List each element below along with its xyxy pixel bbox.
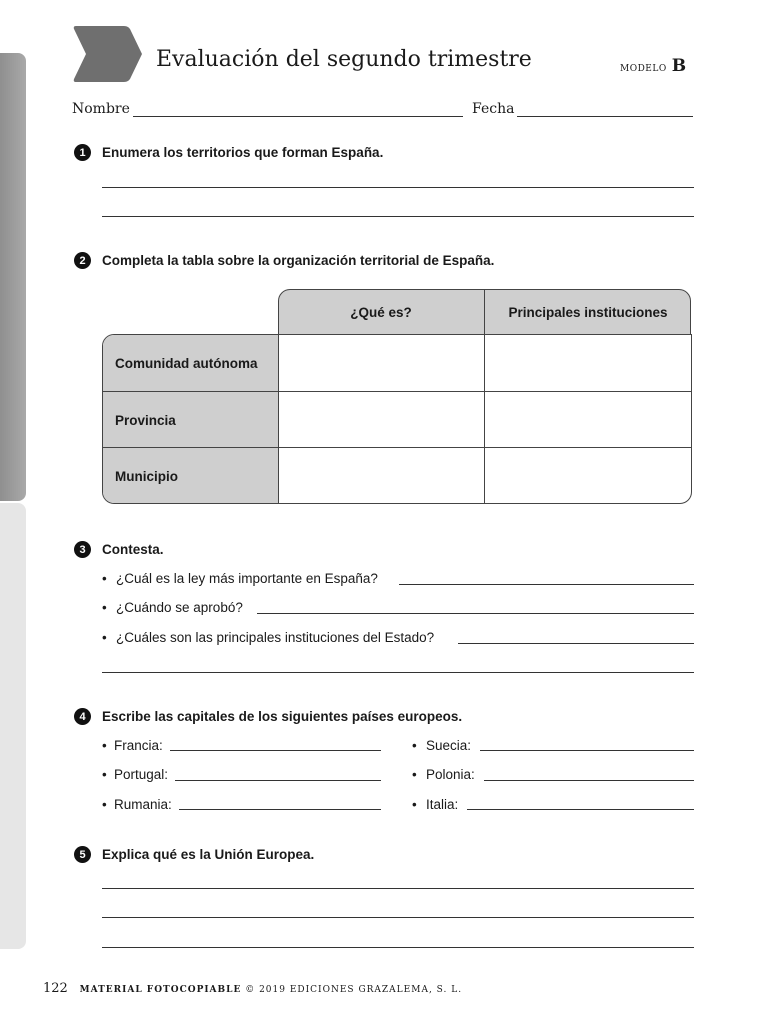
country-label: Francia: (114, 738, 163, 753)
answer-line[interactable] (179, 809, 381, 810)
fecha-field[interactable] (517, 116, 693, 117)
answer-line[interactable] (399, 584, 694, 585)
answer-line[interactable] (102, 947, 694, 948)
side-tab-bottom (0, 503, 26, 949)
answer-line[interactable] (480, 750, 694, 751)
bullet-icon: • (102, 767, 107, 782)
answer-line[interactable] (102, 216, 694, 217)
answer-line[interactable] (467, 809, 694, 810)
table-cell[interactable] (280, 448, 485, 503)
copyright-text: © 2019 EDICIONES GRAZALEMA, S. L. (245, 985, 463, 995)
list-item (102, 797, 172, 812)
list-item (102, 630, 434, 645)
question-5-text: Explica qué es la Unión Europea. (102, 847, 315, 862)
list-item (412, 767, 475, 782)
answer-line[interactable] (102, 888, 694, 889)
copyright-notice (80, 985, 462, 995)
nombre-field[interactable] (133, 116, 463, 117)
territory-table (102, 334, 692, 504)
list-item (102, 738, 163, 753)
answer-line[interactable] (102, 917, 694, 918)
answer-line[interactable] (170, 750, 381, 751)
table-column-divider (484, 289, 485, 503)
material-label: MATERIAL FOTOCOPIABLE (79, 985, 242, 995)
bullet-icon: • (102, 600, 107, 615)
question-2-text: Completa la tabla sobre la organización territorial de España. (102, 253, 495, 268)
answer-line[interactable] (458, 643, 694, 644)
answer-line[interactable] (257, 613, 694, 614)
bullet-icon: • (412, 797, 417, 812)
question-number-4: 4 (74, 708, 91, 725)
question-3-text: Contesta. (102, 542, 164, 557)
question-3-bullet: ¿Cuándo se aprobó? (116, 600, 243, 615)
bullet-icon: • (102, 797, 107, 812)
table-row-header: Comunidad autónoma (103, 335, 279, 392)
bullet-icon: • (412, 738, 417, 753)
table-column-header: Principales instituciones (508, 305, 668, 320)
answer-line[interactable] (175, 780, 381, 781)
modelo-letter: B (671, 56, 687, 76)
country-label: Suecia: (426, 738, 472, 753)
side-tab-top (0, 53, 26, 501)
chevron-icon (72, 24, 144, 84)
table-cell[interactable] (486, 335, 691, 391)
bullet-icon: • (102, 738, 107, 753)
page-footer (43, 981, 462, 996)
page-number: 122 (43, 981, 68, 996)
table-row-header: Provincia (103, 392, 279, 448)
table-cell[interactable] (280, 335, 485, 391)
table-cell[interactable] (486, 392, 691, 447)
country-label: Polonia: (426, 767, 475, 782)
table-row-header: Municipio (103, 448, 279, 504)
country-label: Portugal: (114, 767, 169, 782)
bullet-icon: • (102, 630, 107, 645)
list-item (102, 571, 378, 586)
list-item (102, 767, 168, 782)
country-label: Italia: (426, 797, 459, 812)
table-column-header: ¿Qué es? (350, 305, 412, 320)
question-number-3: 3 (74, 541, 91, 558)
table-cell[interactable] (486, 448, 691, 503)
question-1-text: Enumera los territorios que forman España. (102, 145, 384, 160)
bullet-icon: • (102, 571, 107, 586)
answer-line[interactable] (102, 672, 694, 673)
modelo-label (620, 56, 686, 76)
country-label: Rumania: (114, 797, 172, 812)
list-item (412, 738, 471, 753)
fecha-label: Fecha (472, 101, 515, 117)
question-3-bullet: ¿Cuál es la ley más importante en España? (116, 571, 378, 586)
answer-line[interactable] (484, 780, 694, 781)
question-number-2: 2 (74, 252, 91, 269)
modelo-word: modelo (620, 60, 667, 75)
nombre-label: Nombre (72, 101, 130, 117)
question-number-1: 1 (74, 144, 91, 161)
bullet-icon: • (412, 767, 417, 782)
answer-line[interactable] (102, 187, 694, 188)
question-4-text: Escribe las capitales de los siguientes países europeos. (102, 709, 463, 724)
page-title: Evaluación del segundo trimestre (156, 47, 532, 72)
question-number-5: 5 (74, 846, 91, 863)
table-cell[interactable] (280, 392, 485, 447)
list-item (102, 600, 243, 615)
list-item (412, 797, 458, 812)
question-3-bullet: ¿Cuáles son las principales instituciones del Estado? (116, 630, 435, 645)
